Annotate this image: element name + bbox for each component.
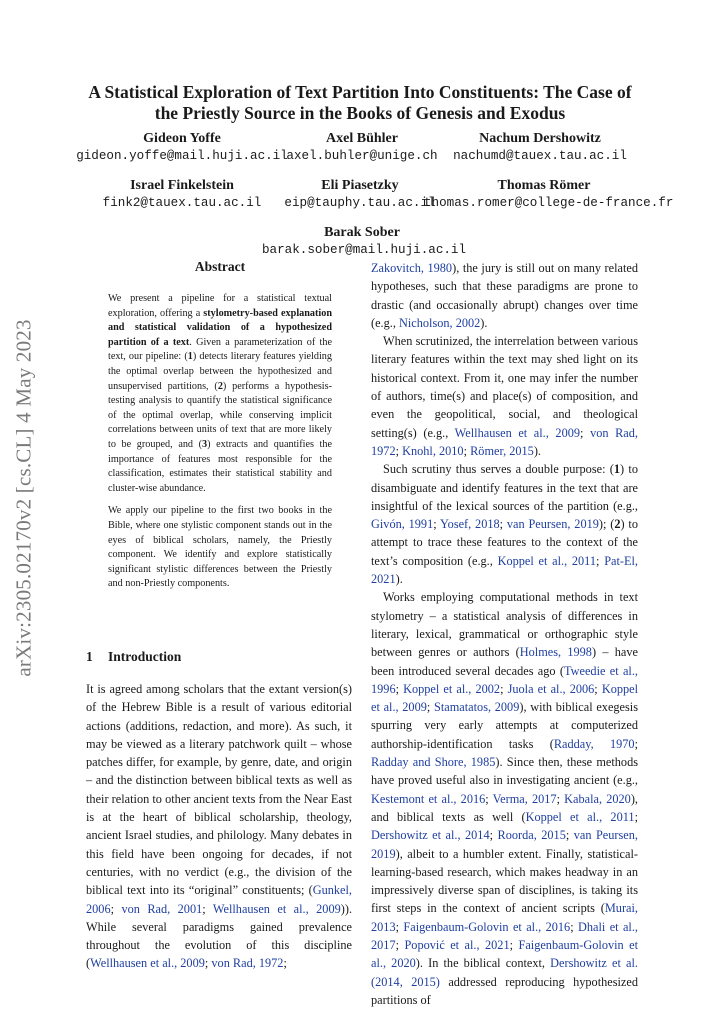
abstract-paragraph: We present a pipeline for a statistical textual exploration, offering a stylometry-based explanation and statistical validation of a hypothesized partition of a text. Given a parameterization of the text, our pipeline: (1) detects literary features yielding the optimal overlap between the hypothesized and unsupervised partitions, (2) performs a hypothesis-testing analysis to quantify the statistical significance of the optimal overlap, while conserving implicit correlations between units of text that are more likely to be grouped, and (3) extracts and quantifies the importance of features most responsible for the classification, estimates their statistical stability and cluster-wise abundance.: [108, 293, 333, 494]
arxiv-identifier: arXiv:2305.02170v2 [cs.CL] 4 May 2023: [11, 319, 36, 677]
paper-title: [60, 82, 660, 124]
author-email: axel.buhler@unige.ch: [286, 149, 438, 163]
author-email: gideon.yoffe@mail.huji.ac.il: [76, 149, 288, 163]
body-paragraph: When scrutinized, the interrelation between various literary features within the text may shed light on its historical context. From it, one may infer the number of authors, time(s) and place(s) of composition, and even the geopolitical, social, and theological setting(s) (e.g., Wellhausen et al., 2009; von Rad, 1972; Knohl, 2010; Römer, 2015).: [371, 334, 638, 458]
body-paragraph: Zakovitch, 1980), the jury is still out on many related hypotheses, such that these paradigms are prone to drastic (and occasionally abrupt) changes over time (e.g., Nicholson, 2002).: [371, 261, 638, 330]
author-block: [72, 130, 292, 165]
arxiv-sidebar: [4, 318, 44, 678]
author-email: eip@tauphy.tau.ac.il: [284, 196, 436, 210]
abstract-heading: Abstract: [194, 259, 246, 274]
author-name: Axel Bühler: [326, 131, 398, 146]
body-paragraph: It is agreed among scholars that the extant version(s) of the Hebrew Bible is a result of various editorial actions (additions, redaction, and more). As such, it may be viewed as a literary patchwork quilt – whose patches differ, for example, by genre, date, and origin – and the distinction between biblical texts as well as their relation to other ancient texts from the Near East is at the heart of biblical scholarship, theology, ancient Israel studies, and philology. Many debates in this field have been ongoing for decades, if not centuries, with no verdict (e.g., the division of the biblical text into its “original” constituents; (Gunkel, 2006; von Rad, 2001; Wellhausen et al., 2009)). While several paradigms gained prevalence throughout the evolution of this discipline (Wellhausen et al., 2009; von Rad, 1972;: [86, 682, 353, 971]
author-email: nachumd@tauex.tau.ac.il: [453, 149, 627, 163]
title-line-1: A Statistical Exploration of Text Partition Into Constituents: The Case of: [88, 82, 632, 102]
author-name: Barak Sober: [324, 225, 400, 240]
author-block: [262, 224, 467, 259]
author-name: Eli Piasetzky: [321, 178, 399, 193]
left-column-text: [86, 680, 352, 973]
author-block: [440, 130, 640, 165]
abstract-body: [108, 292, 332, 600]
body-paragraph: Works employing computational methods in text stylometry – a statistical analysis of differences in literary, lexical, grammatical or orthographic style between genres or authors (Holmes, 1998) – have been introduced several decades ago (Tweedie et al., 1996; Koppel et al., 2002; Juola et al., 2006; Koppel et al., 2009; Stamatatos, 2009), with biblical exegesis spurring very early attempts at computerized authorship-identification tasks (Radday, 1970; Radday and Shore, 1985). Since then, these methods have proved useful also in investigating ancient (e.g., Kestemont et al., 2016; Verma, 2017; Kabala, 2020), and biblical texts as well (Koppel et al., 2011; Dershowitz et al., 2014; Roorda, 2015; van Peursen, 2019), albeit to a humbler extent. Finally, statistical-learning-based research, which makes headway in an impressively diverse span of disciplines, is taking its first steps in the context of ancient scripts (Murai, 2013; Faigenbaum-Golovin et al., 2016; Dhali et al., 2017; Popović et al., 2021; Faigenbaum-Golovin et al., 2020). In the biblical context, Dershowitz et al. (2014, 2015) addressed reproducing hypothesized partitions of: [371, 590, 639, 1007]
section-heading: [86, 649, 181, 665]
section-number: 1: [86, 649, 93, 664]
section-title: Introduction: [108, 649, 182, 664]
author-email: thomas.romer@college-de-france.fr: [424, 196, 674, 210]
author-block: [424, 177, 674, 212]
abstract-paragraph: We apply our pipeline to the first two books in the Bible, where one stylistic component stands out in the eyes of biblical scholars, namely, the Priestly component. We identify and explore statistically significant stylistic differences between the Priestly and non-Priestly components.: [108, 505, 332, 590]
right-column-text: [371, 259, 638, 1009]
author-block: [262, 130, 462, 165]
author-block: [82, 177, 282, 212]
author-name: Thomas Römer: [497, 178, 591, 193]
author-name: Israel Finkelstein: [130, 178, 234, 193]
body-paragraph: Such scrutiny thus serves a double purpose: (1) to disambiguate and identify features in the text that are insightful of the lexical sources of the partition (e.g., Givón, 1991; Yosef, 2018; van Peursen, 2019); (2) to attempt to trace these features to the context of the text’s composition (e.g., Koppel et al., 2011; Pat-El, 2021).: [371, 462, 638, 587]
author-name: Gideon Yoffe: [143, 131, 221, 146]
author-name: Nachum Dershowitz: [479, 131, 601, 146]
author-email: barak.sober@mail.huji.ac.il: [262, 243, 467, 257]
author-email: fink2@tauex.tau.ac.il: [102, 196, 262, 210]
title-line-2: the Priestly Source in the Books of Genesis and Exodus: [154, 103, 566, 123]
